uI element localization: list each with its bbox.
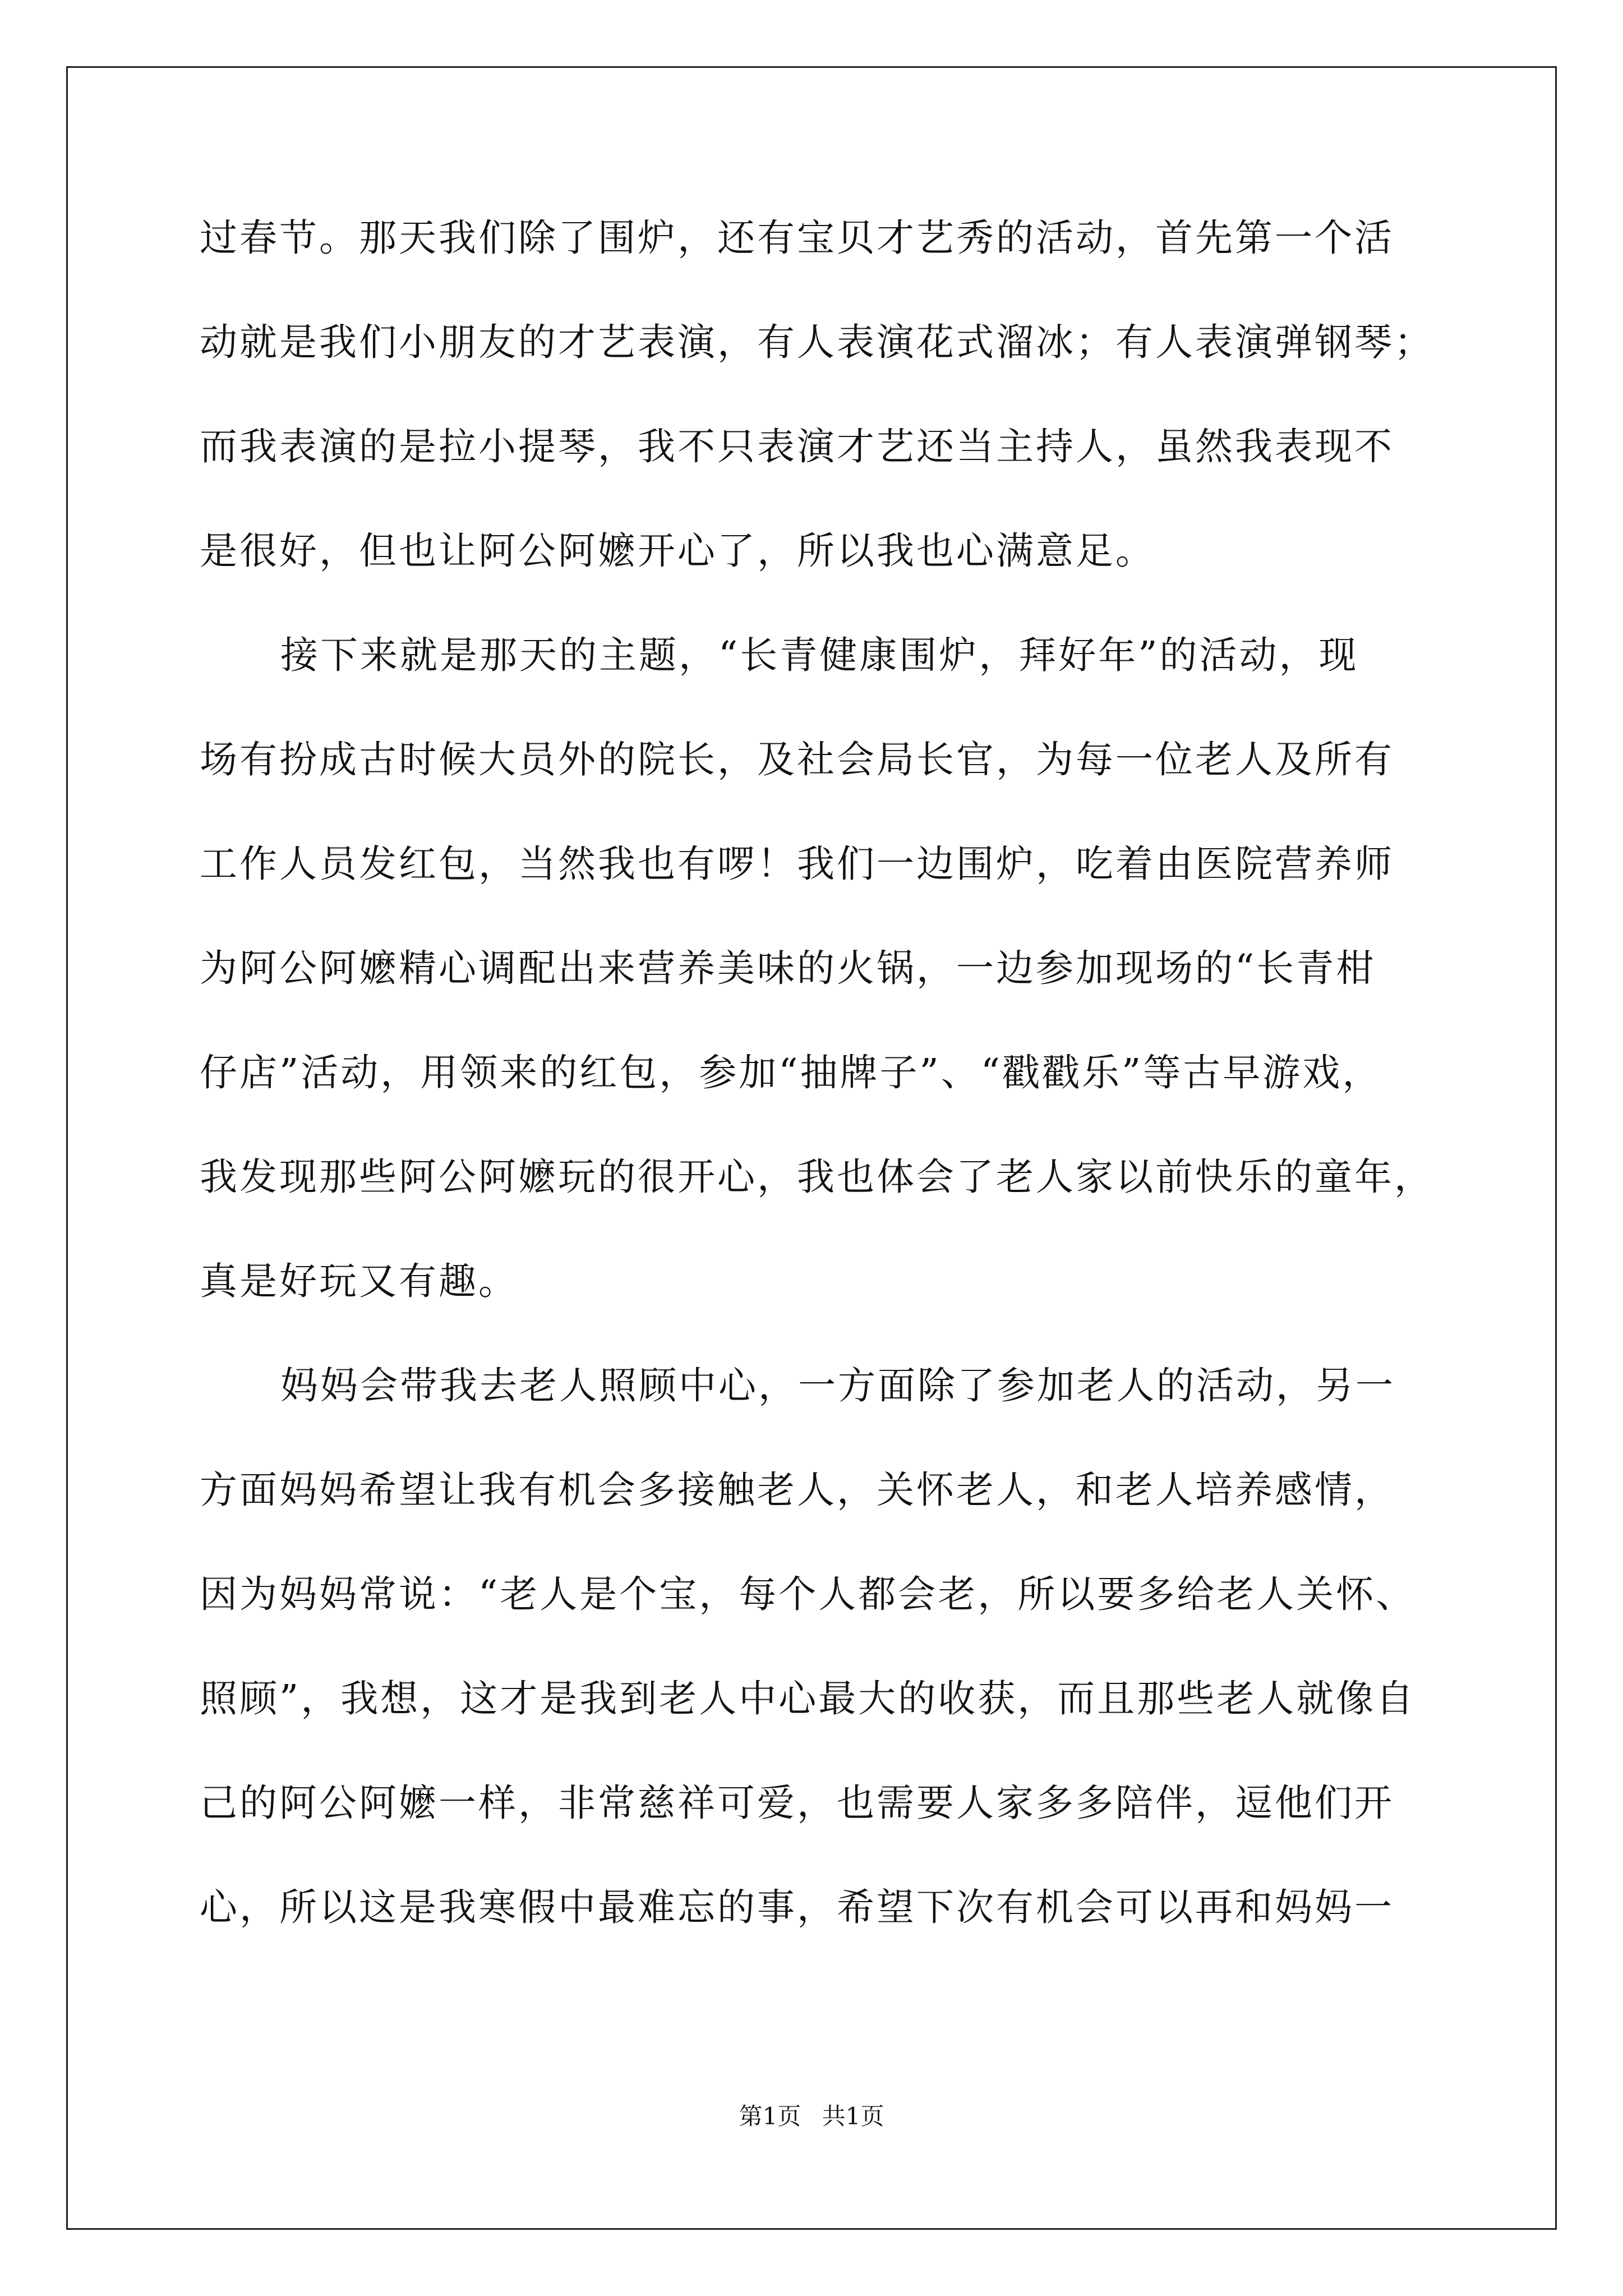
text-line: 照顾”，我想，这才是我到老人中心最大的收获，而且那些老人就像自 [200, 1677, 1416, 1720]
text-line: 心，所以这是我寒假中最难忘的事，希望下次有机会可以再和妈妈一 [200, 1885, 1394, 1929]
paragraph-first-line: 妈妈会带我去老人照顾中心，一方面除了参加老人的活动，另一 [280, 1364, 1395, 1407]
text-line: 而我表演的是拉小提琴，我不只表演才艺还当主持人，虽然我表现不 [200, 425, 1394, 468]
paragraph-first-line: 接下来就是那天的主题，“长青健康围炉，拜好年”的活动，现 [280, 633, 1359, 677]
text-line: 仔店”活动，用领来的红包，参加“抽牌子”、“戳戳乐”等古早游戏， [200, 1051, 1382, 1094]
text-line: 是很好，但也让阿公阿嬷开心了，所以我也心满意足。 [200, 529, 1155, 573]
text-line: 我发现那些阿公阿嬷玩的很开心，我也体会了老人家以前快乐的童年， [200, 1155, 1434, 1199]
text-line: 动就是我们小朋友的才艺表演，有人表演花式溜冰；有人表演弹钢琴； [200, 320, 1434, 364]
text-line: 己的阿公阿嬷一样，非常慈祥可爱，也需要人家多多陪伴，逗他们开 [200, 1781, 1394, 1825]
text-line: 为阿公阿嬷精心调配出来营养美味的火锅，一边参加现场的“长青柑 [200, 946, 1376, 990]
text-line: 场有扮成古时候大员外的院长，及社会局长官，为每一位老人及所有 [200, 738, 1394, 781]
page-number: 第1页 [739, 2102, 801, 2130]
text-line: 因为妈妈常说：“老人是个宝，每个人都会老，所以要多给老人关怀、 [200, 1572, 1416, 1616]
text-line: 方面妈妈希望让我有机会多接触老人，关怀老人，和老人培养感情， [200, 1468, 1394, 1512]
page-footer [0, 2102, 1623, 2131]
page-total: 共1页 [822, 2102, 884, 2130]
text-line: 工作人员发红包，当然我也有啰！我们一边围炉，吃着由医院营养师 [200, 842, 1394, 886]
text-line: 过春节。那天我们除了围炉，还有宝贝才艺秀的活动，首先第一个活 [200, 216, 1394, 260]
text-line: 真是好玩又有趣。 [200, 1259, 518, 1303]
